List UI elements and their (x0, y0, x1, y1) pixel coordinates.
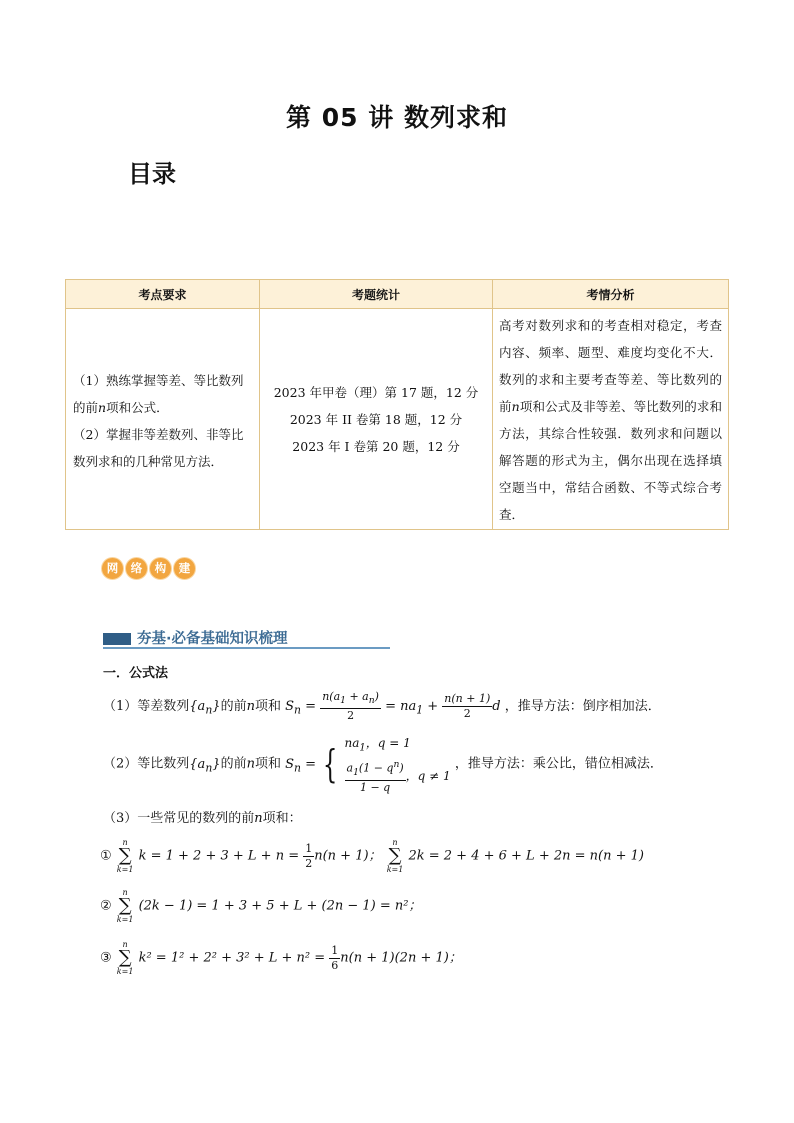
common-sums-intro: （3）一些常见的数列的前n项和： (103, 811, 302, 826)
network-badge (101, 557, 197, 581)
page-title: 第 05 讲 数列求和 (286, 103, 508, 132)
badge-char: 络 (125, 557, 148, 580)
table-cell-analysis: 高考对数列求和的考查相对稳定，考查内容、频率、题型、难度均变化不大．数列的求和主要考查等差、等比数列的前n项和公式及非等差、等比数列的求和方法，其综合性较强．数列求和问题以解答题的形式为主，偶尔出现在选择填空题当中，常结合函数、不等式综合考查． (493, 309, 729, 530)
table-header: 考点要求 (66, 280, 260, 309)
sum-formula-1: ① n ∑ k=1 k = 1 + 2 + 3 + L + n = $\frac{1}{2}$ n(n + 1)； n ∑ k=1 2k = 2 + 4 + 6 + L + 2n = n(n + 1) (100, 838, 644, 874)
section-underline (103, 647, 390, 649)
toc-heading: 目录 (128, 160, 176, 188)
table-cell-requirements: （1）熟练掌握等差、等比数列的前n项和公式． （2）掌握非等差数列、非等比数列求和的几种常见方法． (66, 309, 260, 530)
stat-line: 2023 年 II 卷第 18 题，12 分 (289, 411, 463, 427)
section-stripe (103, 633, 131, 645)
badge-char: 建 (173, 557, 196, 580)
badge-char: 构 (149, 557, 172, 580)
formula-geometric: （2）等比数列$\{a_n\}$的前n项和 $S_n$ = { $na_1$，q = 1 $\frac{a_1(1 - q^n)}{1 - q}$ ，q ≠ 1 ，推导方法：乘公比，错位相减法． (103, 736, 663, 795)
sum-formula-3: ③ n ∑ k=1 k² = 1² + 2² + 3² + L + n² = $\frac{1}{6}$ n(n + 1)(2n + 1)； (100, 940, 462, 976)
sum-formula-2: ② n ∑ k=1 (2k − 1) = 1 + 3 + 5 + L + (2n − 1) = n²； (100, 888, 422, 924)
table-header: 考题统计 (260, 280, 493, 309)
stat-line: 2023 年 I 卷第 20 题，12 分 (292, 438, 460, 454)
requirements-table (65, 279, 729, 530)
formula-arithmetic: （1）等差数列$\{a_n\}$的前n项和 $S_n$ = $\frac{n(a_1 + a_n)}{2}$ = $na_1$ + $\frac{n(n + 1)}{2}$ d ，推导方法：倒序相加法． (103, 690, 661, 723)
heading-formula-method: 一．公式法 (103, 666, 169, 681)
section-bar (103, 628, 390, 648)
stat-line: 2023 年甲卷（理）第 17 题，12 分 (273, 384, 479, 400)
section-title: 夯基·必备基础知识梳理 (137, 631, 288, 647)
badge-char: 网 (101, 557, 124, 580)
table-cell-statistics (260, 309, 493, 530)
table-header: 考情分析 (493, 280, 729, 309)
